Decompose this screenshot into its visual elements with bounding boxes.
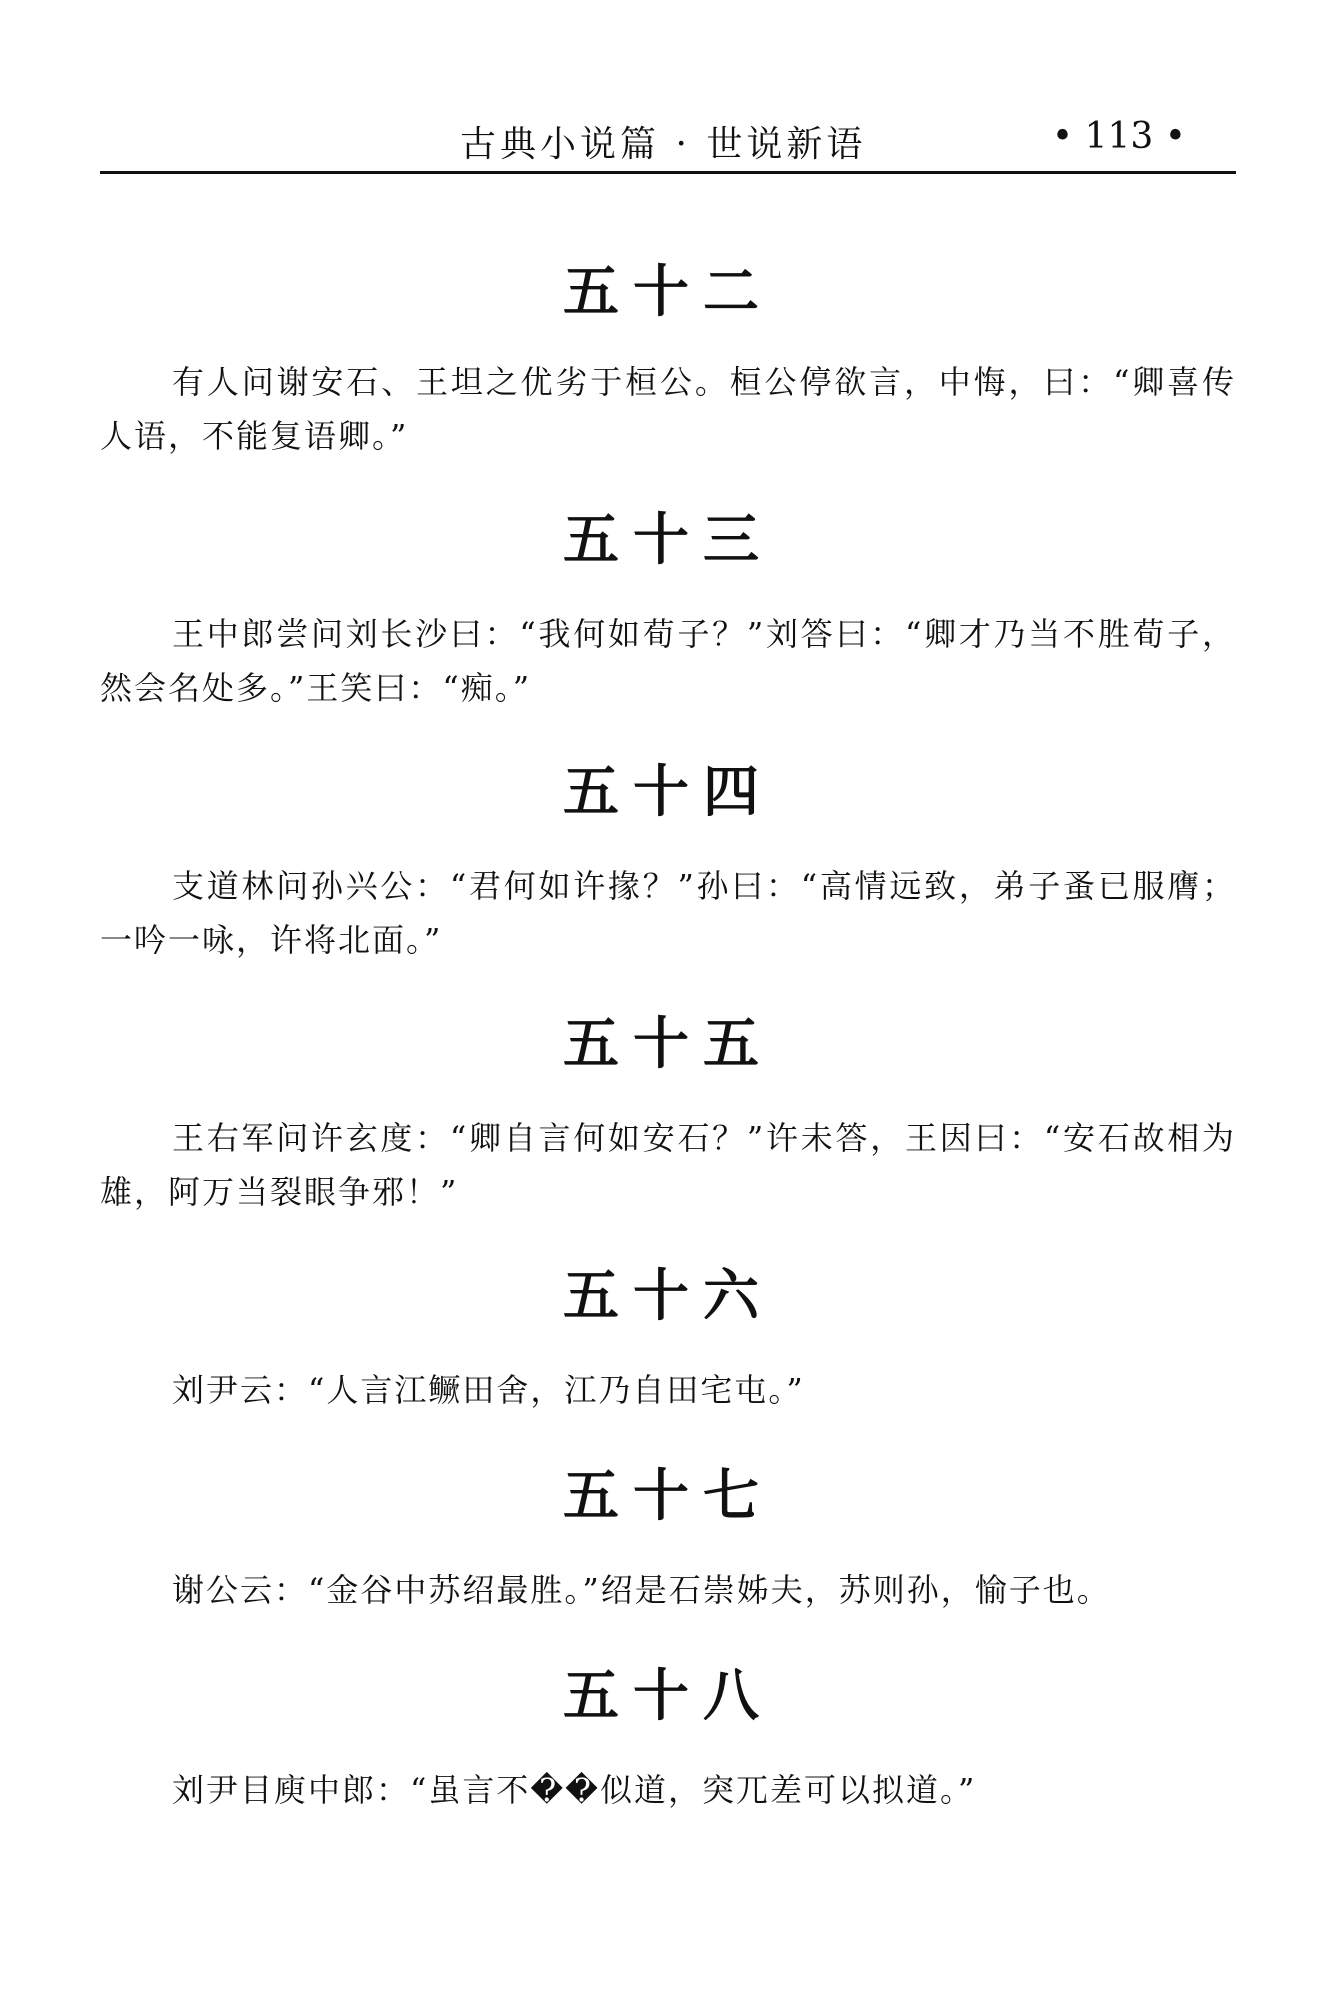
section-53 [100,503,1236,715]
section-52 [100,255,1236,463]
page-header [100,98,1236,174]
section-title: 五十六 [563,1264,773,1329]
section-text: 谢公云：“金谷中苏绍最胜。”绍是石崇姊夫，苏则孙，愉子也。 [172,1571,1111,1609]
section-title: 五十七 [563,1464,773,1529]
running-title: 古典小说篇 · 世说新语 [460,124,867,165]
section-58 [100,1659,1236,1817]
section-text: 支道林问孙兴公：“君何如许掾？”孙曰：“高情远致，弟子蚤已服膺；一吟一咏，许将北面。” [100,867,1236,959]
section-text: 刘尹云：“人言江鳜田舍，江乃自田宅屯。” [172,1371,805,1409]
section-title: 五十二 [563,260,773,325]
section-57 [100,1459,1236,1617]
section-text: 王中郎尝问刘长沙曰：“我何如荀子？”刘答曰：“卿才乃当不胜荀子，然会名处多。”王笑曰：“痴。” [100,615,1236,707]
section-title: 五十八 [563,1664,773,1729]
section-title: 五十五 [563,1012,773,1077]
section-text: 有人问谢安石、王坦之优劣于桓公。桓公停欲言，中悔，曰：“卿喜传人语，不能复语卿。” [100,363,1236,455]
page-content [100,255,1236,1859]
section-55 [100,1007,1236,1219]
section-text: 刘尹目庾中郎：“虽言不��似道，突兀差可以拟道。” [172,1771,977,1809]
section-56 [100,1259,1236,1417]
section-title: 五十三 [563,508,773,573]
page-number: • 113 • [1051,116,1186,157]
section-54 [100,755,1236,967]
section-title: 五十四 [563,760,773,825]
section-text: 王右军问许玄度：“卿自言何如安石？”许未答，王因曰：“安石故相为雄，阿万当裂眼争邪！” [100,1119,1236,1211]
